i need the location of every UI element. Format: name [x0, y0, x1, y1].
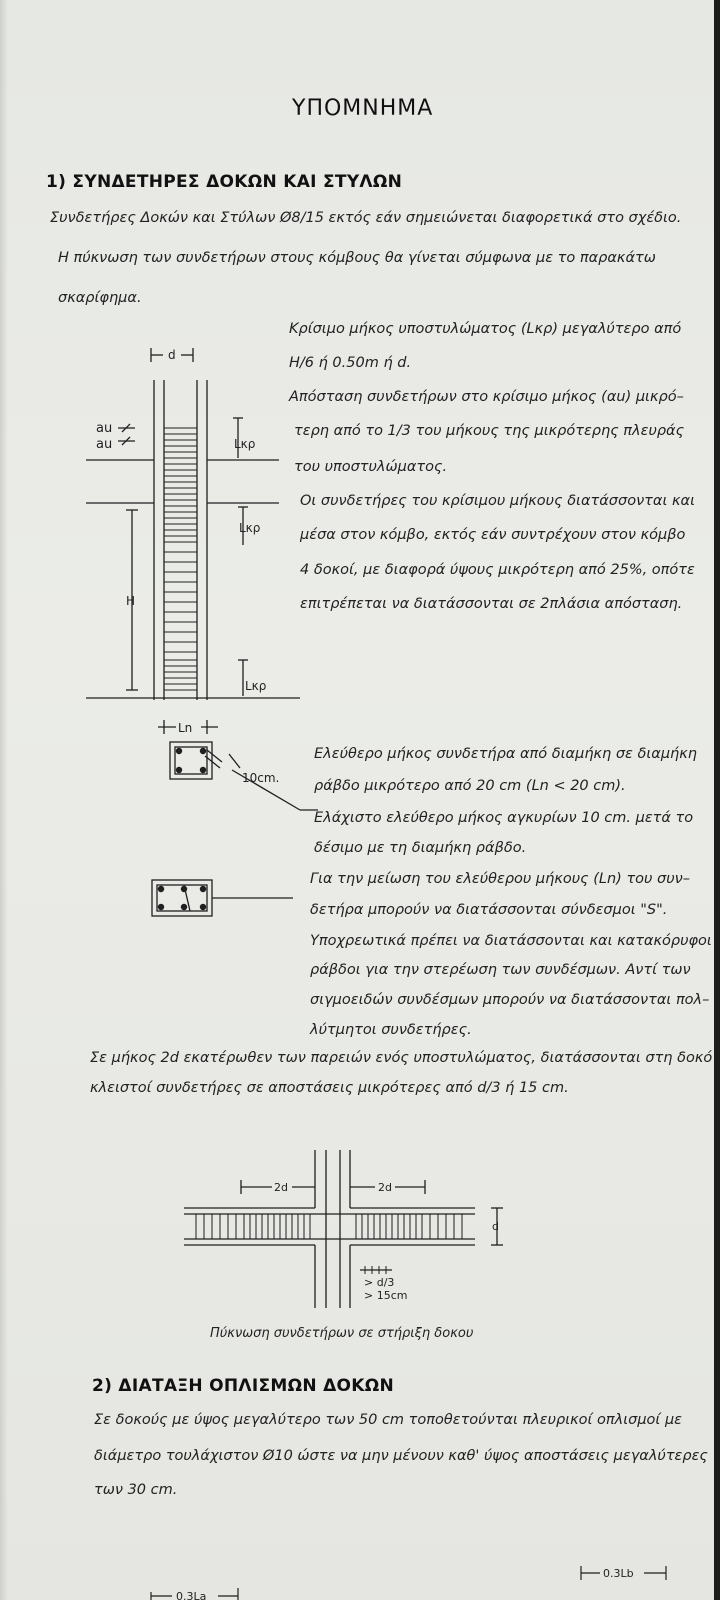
h-label: H — [126, 594, 136, 608]
intro-line: Συνδετήρες Δοκών και Στύλων Ø8/15 εκτός εάν σημειώνεται διαφορετικά στο σχέδιο. — [50, 210, 682, 226]
section2-line: Σε δοκούς με ύψος μεγαλύτερο των 50 cm τοποθετούνται πλευρικοί οπλισμοί με — [94, 1412, 683, 1428]
footer-left-dimension: 0.3La — [176, 1590, 207, 1600]
stirrup-text-line: δέσιμο με τη διαμήκη ράβδο. — [314, 840, 527, 856]
column-text-line: του υποστυλώματος. — [294, 459, 448, 475]
lkr-label: Lκρ — [239, 521, 261, 535]
column-text-line: H/6 ή 0.50m ή d. — [289, 355, 412, 371]
column-d-label: d — [168, 348, 176, 362]
au-label: au — [96, 437, 113, 452]
beam-text-line: Σε μήκος 2d εκατέρωθεν των παρειών ενός υποστυλώματος, διατάσσονται στη δοκό — [90, 1050, 713, 1066]
column-text-line: τερη από το 1/3 του μήκους της μικρότερης πλευράς — [294, 423, 685, 439]
section2-heading: 2) ΔΙΑΤΑΞΗ ΟΠΛΙΣΜΩΝ ΔΟΚΩΝ — [92, 1376, 395, 1396]
column-text-line: επιτρέπεται να διατάσσονται σε 2πλάσια απόσταση. — [300, 596, 683, 612]
hook-length-label: 10cm. — [242, 771, 280, 785]
stirrup-text-line: ράβδο μικρότερο από 20 cm (Ln < 20 cm). — [314, 778, 626, 794]
intro-line: Η πύκνωση των συνδετήρων στους κόμβους θα γίνεται σύμφωνα με το παρακάτω — [58, 250, 656, 266]
stirrup-text-line: Υποχρεωτικά πρέπει να διατάσσονται και κατακόρυφοι — [310, 933, 712, 949]
footer-right-dimension: 0.3Lb — [603, 1567, 634, 1580]
column-text-line: Κρίσιμο μήκος υποστυλώματος (Lκρ) μεγαλύτερο από — [289, 321, 682, 337]
column-text-line: Απόσταση συνδετήρων στο κρίσιμο μήκος (αu) μικρό– — [289, 389, 684, 405]
section2-line: των 30 cm. — [94, 1482, 178, 1498]
beam-figure-caption: Πύκνωση συνδετήρων σε στήριξη δοκου — [210, 1326, 474, 1341]
stirrup-text-line: Για την μείωση του ελεύθερου μήκους (Ln) του συν– — [310, 871, 690, 887]
stirrup-text-line: σιγμοειδών συνδέσμων μπορούν να διατάσσονται πολ– — [310, 992, 710, 1008]
column-text-line: Οι συνδετήρες του κρίσιμου μήκους διατάσσονται και — [300, 493, 695, 509]
lkr-label: Lκρ — [245, 679, 267, 693]
beam-spacing-label: > d/3 — [364, 1276, 395, 1289]
column-text-line: μέσα στον κόμβο, εκτός εάν συντρέχουν στον κόμβο — [300, 527, 686, 543]
beam-left-2d-label: 2d — [274, 1181, 288, 1194]
page-title: ΥΠΟΜΝΗΜΑ — [292, 96, 434, 121]
stirrup-text-line: Ελεύθερο μήκος συνδετήρα από διαμήκη σε διαμήκη — [314, 746, 697, 762]
beam-d-label: d — [492, 1220, 499, 1233]
beam-spacing-label: > 15cm — [364, 1289, 408, 1302]
lkr-label: Lκρ — [234, 437, 256, 451]
section2-line: διάμετρο τουλάχιστον Ø10 ώστε να μην μένουν καθ' ύψος αποστάσεις μεγαλύτερες — [94, 1448, 708, 1464]
intro-line: σκαρίφημα. — [58, 290, 142, 306]
section1-heading: 1) ΣΥΝΔΕΤΗΡΕΣ ΔΟΚΩΝ ΚΑΙ ΣΤΥΛΩΝ — [46, 172, 403, 192]
ln-label: Ln — [178, 721, 193, 735]
stirrup-text-line: λύτμητοι συνδετήρες. — [310, 1022, 472, 1038]
stirrup-text-line: Ελάχιστο ελεύθερο μήκος αγκυρίων 10 cm. μετά το — [314, 810, 694, 826]
au-label: au — [96, 421, 113, 436]
column-text-line: 4 δοκοί, με διαφορά ύψους μικρότερη από 25%, οπότε — [300, 562, 695, 578]
stirrup-text-line: δετήρα μπορούν να διατάσσονται σύνδεσμοι "S". — [310, 902, 668, 918]
beam-text-line: κλειστοί συνδετήρες σε αποστάσεις μικρότερες από d/3 ή 15 cm. — [90, 1080, 569, 1096]
stirrup-text-line: ράβδοι για την στερέωση των συνδέσμων. Αντί των — [310, 962, 691, 978]
beam-right-2d-label: 2d — [378, 1181, 392, 1194]
